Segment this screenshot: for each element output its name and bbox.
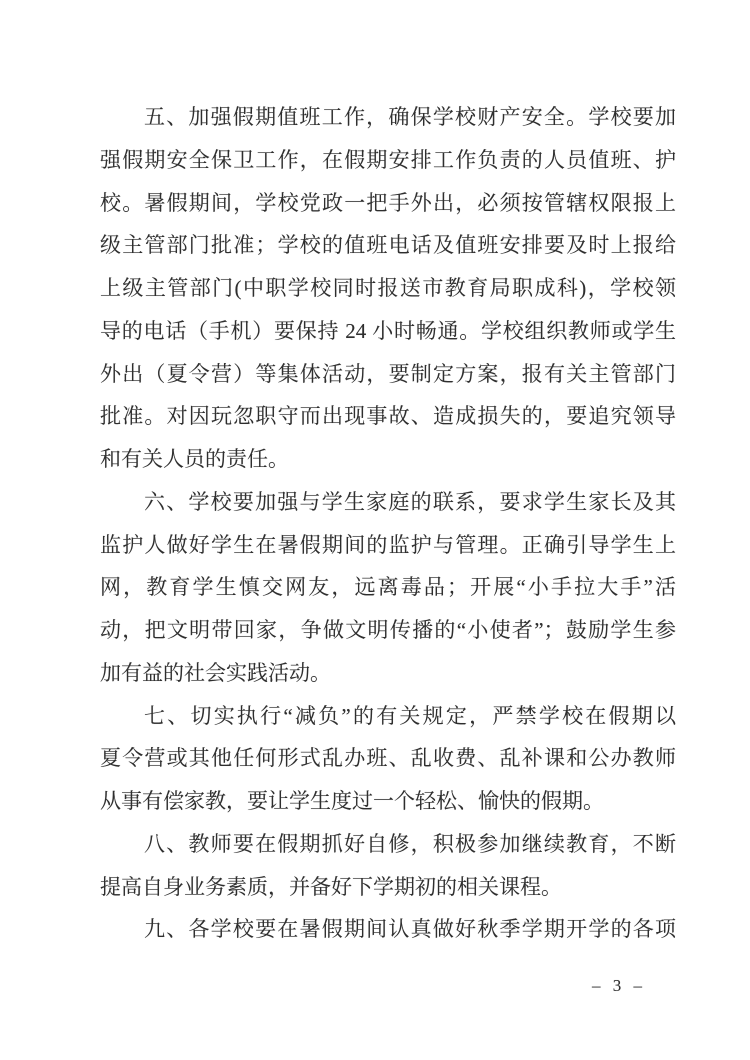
- text-line: 导的电话（手机）要保持 24 小时畅通。学校组织教师或学生: [100, 318, 676, 343]
- paragraph: [100, 481, 676, 695]
- page-number: – 3 –: [592, 976, 646, 995]
- text-line: 提高自身业务素质，并备好下学期初的相关课程。: [100, 874, 562, 899]
- text-line: 强假期安全保卫工作，在假期安排工作负责的人员值班、护: [100, 147, 676, 172]
- paragraph: [100, 908, 676, 951]
- paragraph: [100, 96, 676, 481]
- text-line: 九、各学校要在暑假期间认真做好秋季学期开学的各项: [144, 917, 676, 942]
- text-line: 批准。对因玩忽职守而出现事故、造成损失的，要追究领导: [100, 404, 676, 429]
- page-footer: [592, 974, 646, 998]
- text-line: 加有益的社会实践活动。: [100, 660, 331, 685]
- text-line: 级主管部门批准；学校的值班电话及值班安排要及时上报给: [100, 233, 676, 258]
- text-line: 监护人做好学生在暑假期间的监护与管理。正确引导学生上: [100, 532, 676, 557]
- text-line: 五、加强假期值班工作，确保学校财产安全。学校要加: [144, 105, 676, 129]
- text-line: 夏令营或其他任何形式乱办班、乱收费、乱补课和公办教师: [100, 746, 676, 771]
- text-line: 网，教育学生慎交网友，远离毒品；开展“小手拉大手”活: [100, 575, 676, 600]
- text-line: 校。暑假期间，学校党政一把手外出，必须按管辖权限报上: [100, 190, 676, 215]
- text-line: 外出（夏令营）等集体活动，要制定方案，报有关主管部门: [100, 361, 676, 386]
- paragraph: [100, 823, 676, 909]
- document-body: [100, 96, 676, 951]
- text-line: 和有关人员的责任。: [100, 447, 289, 471]
- text-line: 八、教师要在假期抓好自修，积极参加继续教育，不断: [144, 831, 676, 856]
- text-line: 七、切实执行“减负”的有关规定，严禁学校在假期以: [144, 703, 676, 728]
- text-line: 六、学校要加强与学生家庭的联系，要求学生家长及其: [144, 489, 676, 514]
- paragraph: [100, 695, 676, 823]
- text-line: 动，把文明带回家，争做文明传播的“小使者”；鼓励学生参: [100, 618, 676, 642]
- text-line: 从事有偿家教，要让学生度过一个轻松、愉快的假期。: [100, 789, 604, 813]
- text-line: 上级主管部门(中职学校同时报送市教育局职成科)，学校领: [100, 276, 676, 300]
